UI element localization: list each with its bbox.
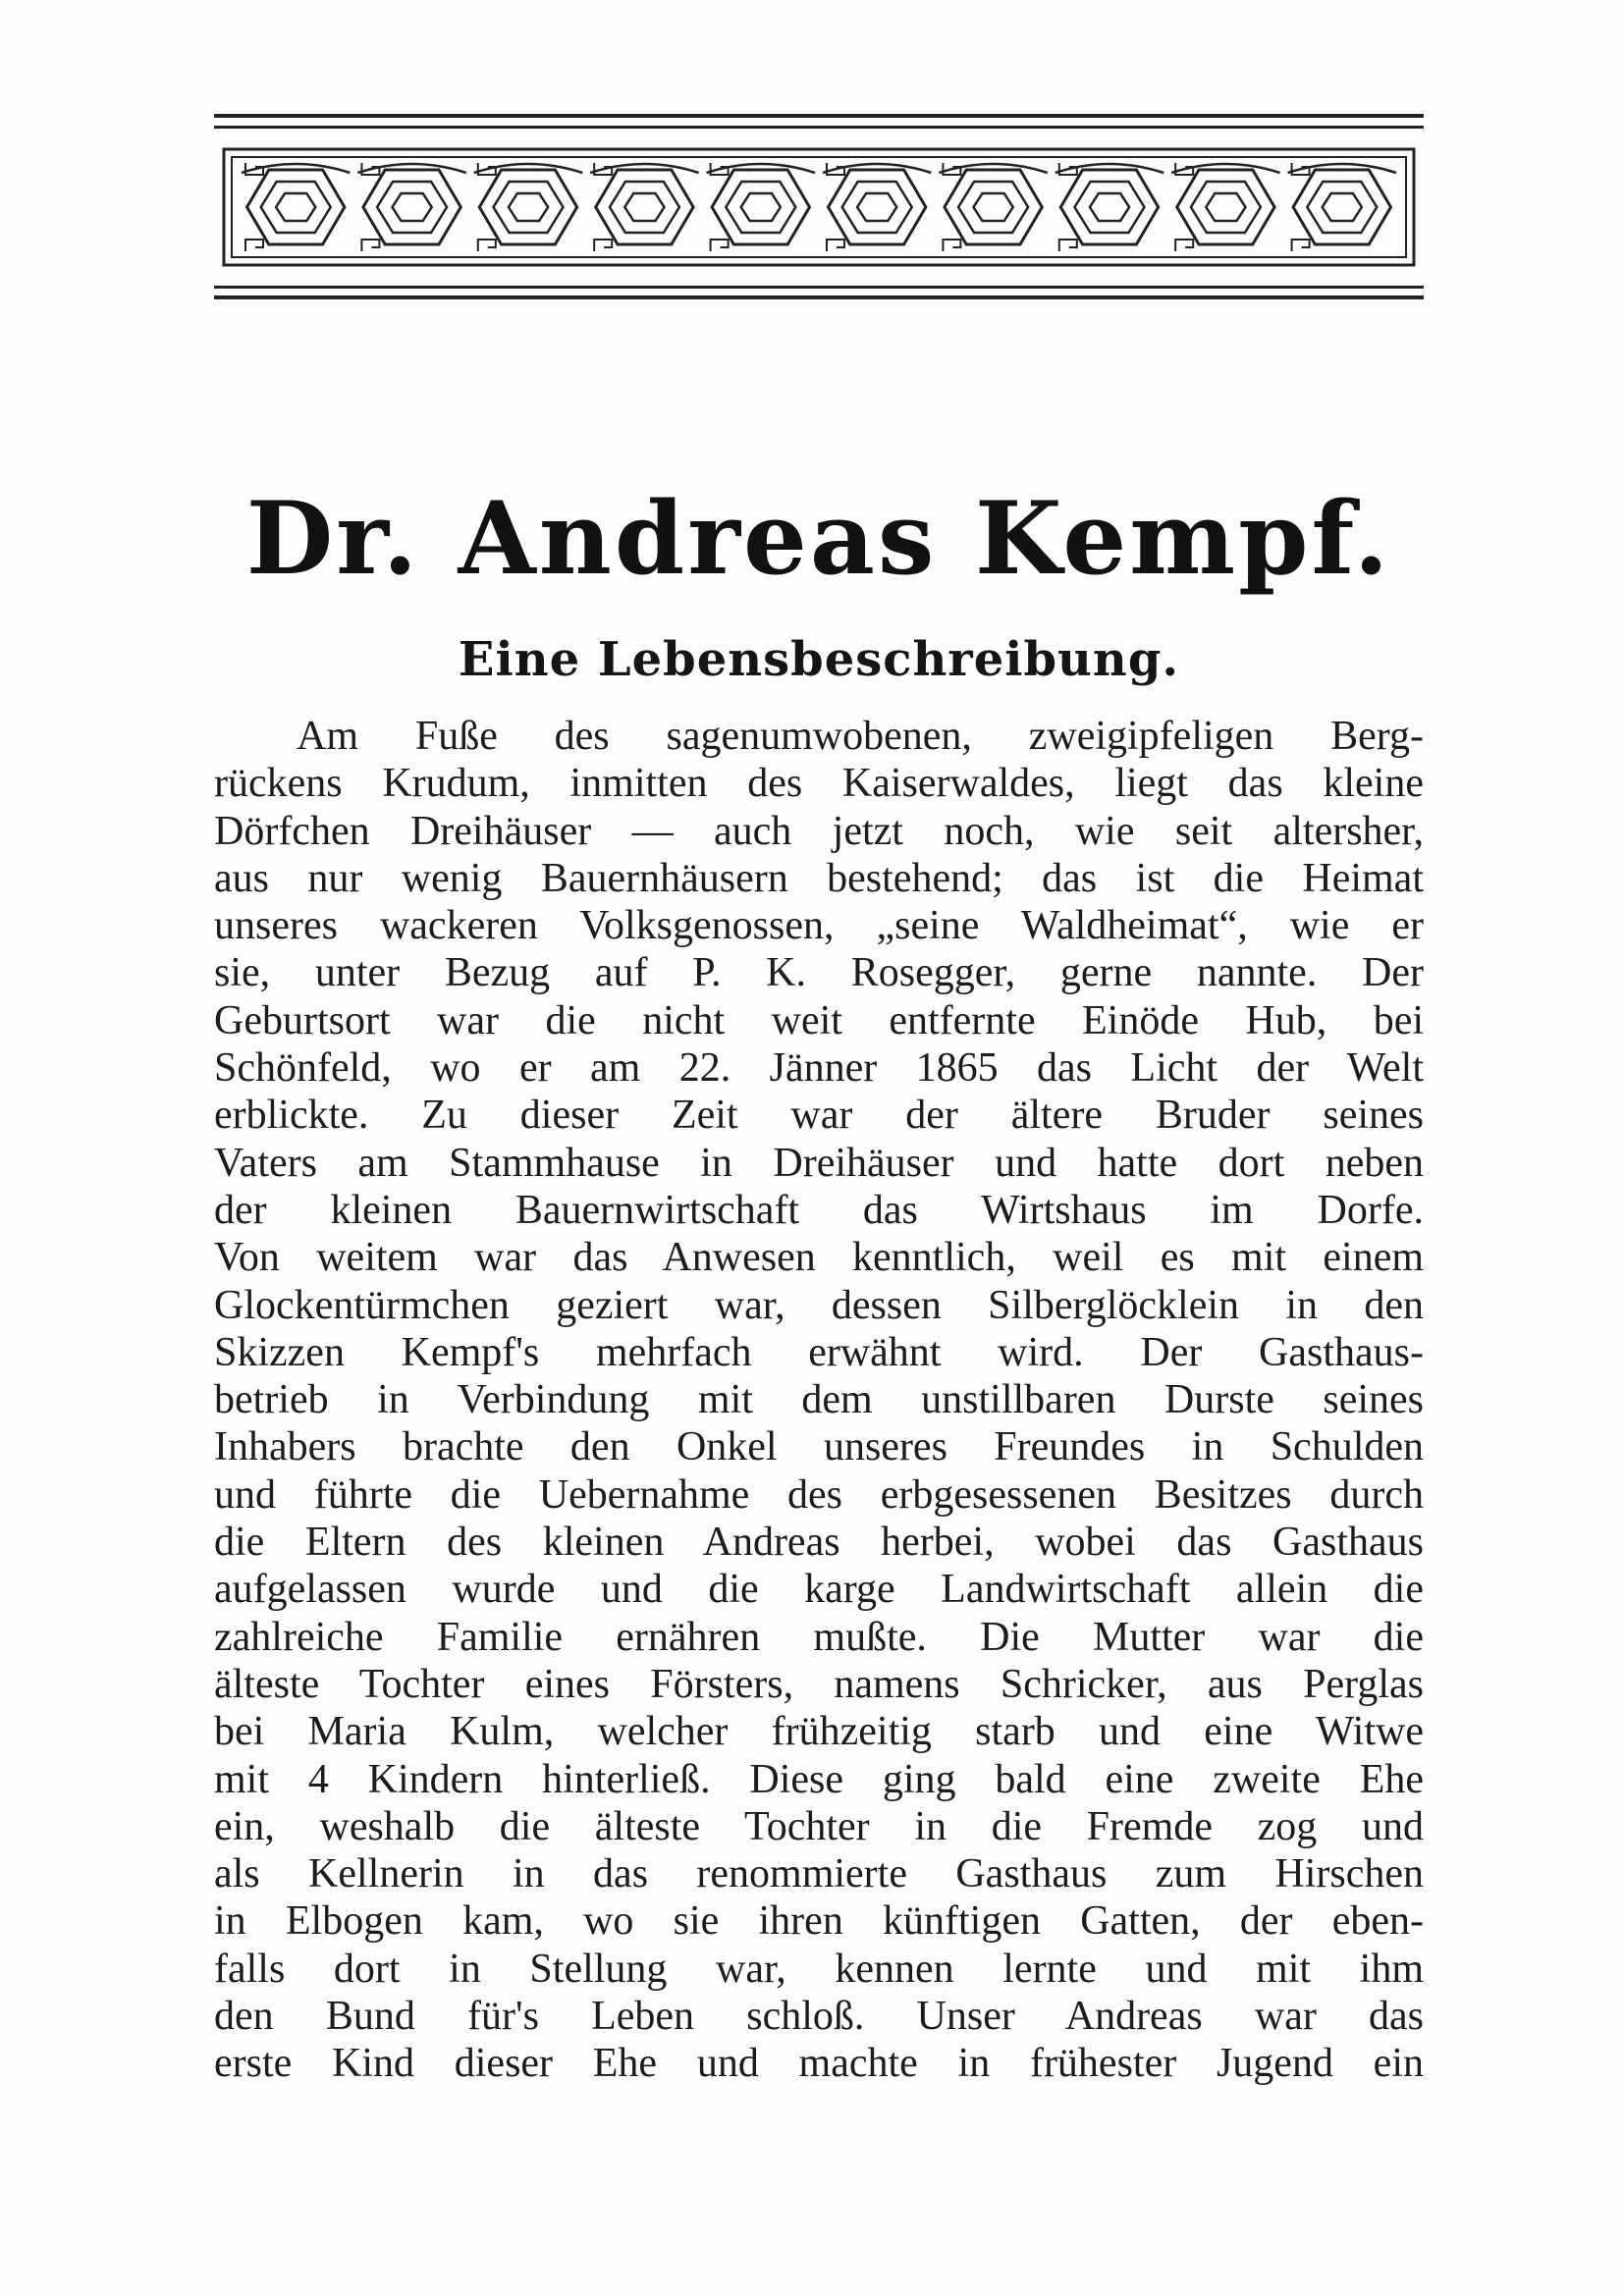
body-text [214,713,1424,2088]
text-line: aufgelassen wurde und die karge Landwirtschaft allein die [214,1567,1424,1613]
ornament-diamond-icon [590,163,698,251]
text-line: erblickte. Zu dieser Zeit war der ältere Bruder seines [214,1093,1424,1139]
text-line: mit 4 Kindern hinterließ. Diese ging bald eine zweite Ehe [214,1756,1424,1802]
text-line: in Elbogen kam, wo sie ihren künftigen Gatten, der eben- [214,1898,1424,1945]
decorative-border-ornament [214,114,1424,300]
ornament-diamond-icon [939,163,1047,251]
text-line: Inhabers brachte den Onkel unseres Freundes in Schulden [214,1424,1424,1470]
text-line: Geburtsort war die nicht weit entfernte Einöde Hub, bei [214,997,1424,1043]
text-line: als Kellnerin in das renommierte Gasthaus zum Hirschen [214,1851,1424,1897]
ornament-diamond-icon [357,163,465,251]
text-line: betrieb in Verbindung mit dem unstillbaren Durste seines [214,1377,1424,1423]
ornament-diamond-icon [1288,163,1396,251]
text-line: aus nur wenig Bauernhäusern bestehend; das ist die Heimat [214,855,1424,901]
text-line: Am Fuße des sagenumwobenen, zweigipfeligen Berg- [297,714,1424,759]
page-subtitle: Eine Lebensbeschreibung. [458,632,1180,687]
text-line: ein, weshalb die älteste Tochter in die Fremde zog und [214,1803,1424,1849]
text-line: rückens Krudum, inmitten des Kaiserwaldes, liegt das kleine [214,761,1424,807]
text-line: und führte die Uebernahme des erbgesessenen Besitzes durch [214,1471,1424,1518]
ornament-diamond-icon [823,163,931,251]
ornament-diamond-icon [707,163,815,251]
text-line: Glockentürmchen geziert war, dessen Silberglöcklein in den [214,1282,1424,1328]
page-title: Dr. Andreas Kempf. [245,480,1392,598]
ornament-diamond-icon [1055,163,1163,251]
text-line: Skizzen Kempf's mehrfach erwähnt wird. Der Gasthaus- [214,1329,1424,1375]
text-line: Vaters am Stammhause in Dreihäuser und hatte dort neben [214,1140,1424,1186]
text-line: der kleinen Bauernwirtschaft das Wirtshaus im Dorfe. [214,1187,1424,1233]
ornament-diamond-icon [474,163,582,251]
text-line: Von weitem war das Anwesen kenntlich, weil es mit einem [214,1235,1424,1281]
text-line: zahlreiche Familie ernähren mußte. Die Mutter war die [214,1614,1424,1660]
text-line: die Eltern des kleinen Andreas herbei, wobei das Gasthaus [214,1520,1424,1566]
text-line: sie, unter Bezug auf P. K. Rosegger, gerne nannte. Der [214,950,1424,996]
text-line: älteste Tochter eines Försters, namens Schricker, aus Perglas [214,1661,1424,1707]
text-line: erste Kind dieser Ehe und machte in frühester Jugend ein [214,2041,1424,2087]
text-line: bei Maria Kulm, welcher frühzeitig starb und eine Witwe [214,1709,1424,1755]
text-line: unseres wackeren Volksgenossen, „seine Waldheimat“, wie er [214,903,1424,949]
text-line: Schönfeld, wo er am 22. Jänner 1865 das Licht der Welt [214,1045,1424,1092]
text-line: den Bund für's Leben schloß. Unser Andreas war das [214,1994,1424,2040]
ornament-pattern [242,163,1396,251]
ornament-diamond-icon [1171,163,1279,251]
text-line: Dörfchen Dreihäuser — auch jetzt noch, wie seit altersher, [214,808,1424,854]
text-line: falls dort in Stellung war, kennen lernte und mit ihm [214,1946,1424,1992]
ornament-diamond-icon [242,163,350,251]
